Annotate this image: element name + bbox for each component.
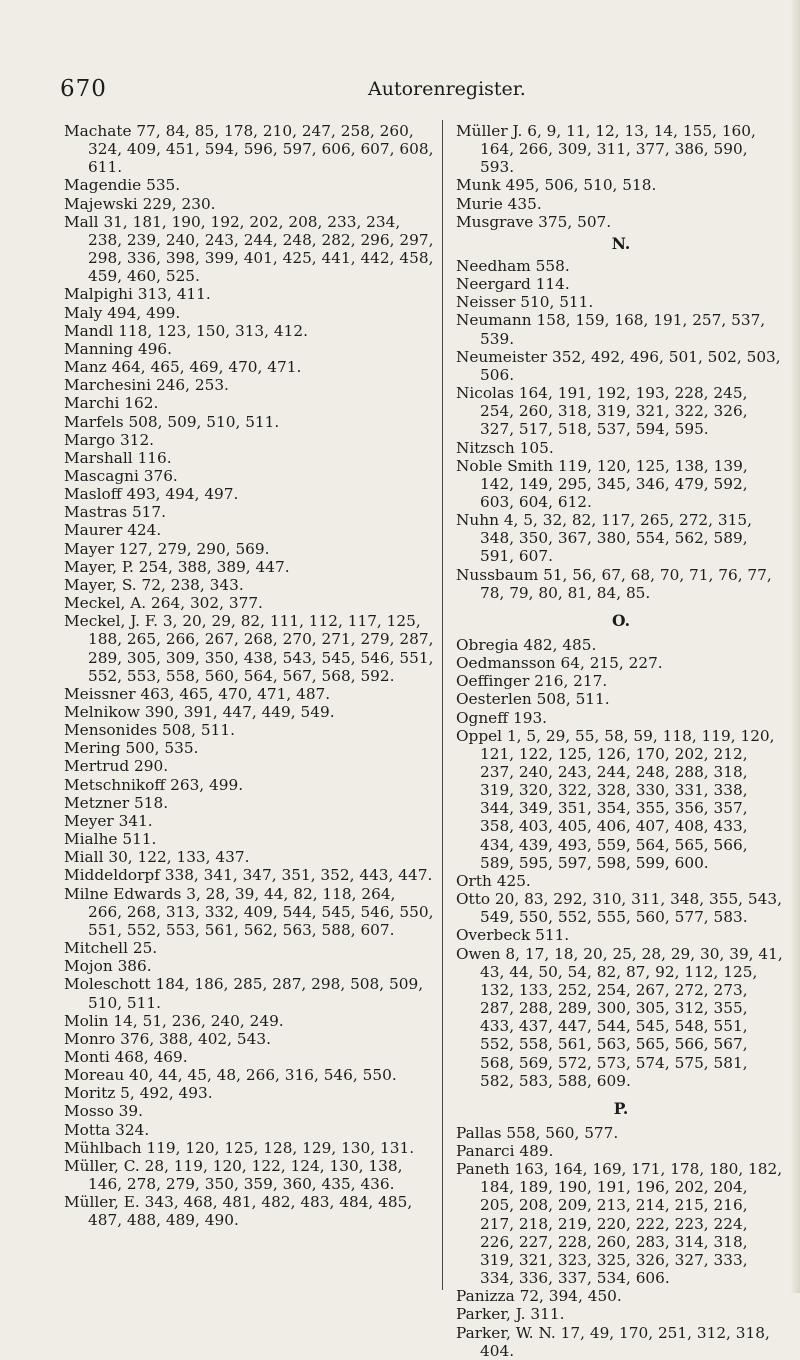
index-entry	[456, 213, 786, 231]
page-references: 508, 511.	[161, 721, 235, 740]
index-entry	[64, 558, 434, 576]
page-references: 8, 17, 18, 20, 25, 28, 29, 30, 39, 41, 43, 44, 50, 54, 82, 87, 92, 112, 125, 132, 133, 252, 254, 267, 272, 273, 287, 288, 289, 300, 305, 312, 355, 433, 437, 447, 544, 545, 548, 551, 552, 558, 561, 563, 565, 566, 567, 568, 569, 572, 573, 574, 575, 581, 582, 583, 588, 609.	[480, 944, 783, 1090]
index-entry	[64, 975, 434, 1011]
page-references: 463, 465, 470, 471, 487.	[140, 684, 331, 703]
index-entry	[64, 304, 434, 322]
page-references: 489.	[519, 1141, 554, 1160]
index-entry	[64, 576, 434, 594]
page-references: 119, 120, 125, 138, 139, 142, 149, 295, 345, 346, 479, 592, 603, 604, 612.	[480, 456, 748, 511]
page-references: 39.	[118, 1102, 143, 1121]
author-name: Moreau	[64, 1066, 125, 1085]
author-name: Paneth	[456, 1160, 510, 1179]
author-name: Nitzsch	[456, 438, 515, 457]
index-entry	[64, 213, 434, 286]
index-entry	[64, 467, 434, 485]
author-name: Magendie	[64, 176, 142, 195]
page-references: 313, 411.	[137, 285, 211, 304]
author-name: Nuhn	[456, 511, 499, 530]
index-entry	[456, 654, 786, 672]
author-name: Masloff	[64, 485, 122, 504]
page-references: 20, 83, 292, 310, 311, 348, 355, 543, 549, 550, 552, 555, 560, 577, 583.	[480, 890, 782, 927]
author-name: Manning	[64, 339, 134, 358]
author-name: Murie	[456, 194, 503, 213]
author-name: Maly	[64, 303, 103, 322]
index-entry	[64, 957, 434, 975]
index-entry	[456, 1124, 786, 1142]
page-references: 127, 279, 290, 569.	[118, 539, 270, 558]
author-name: Owen	[456, 944, 501, 963]
index-entry	[456, 348, 786, 384]
author-name: Mastras	[64, 503, 128, 522]
index-entry	[64, 176, 434, 194]
page-references: 229, 230.	[142, 194, 216, 213]
page-references: 511.	[122, 830, 157, 849]
author-name: Maurer	[64, 521, 123, 540]
author-name: Pallas	[456, 1123, 502, 1142]
index-entry	[456, 176, 786, 194]
page-references: 508, 509, 510, 511.	[128, 412, 280, 431]
index-entry	[64, 1048, 434, 1066]
author-name: Nicolas	[456, 384, 514, 403]
index-entry	[456, 636, 786, 654]
author-name: Neisser	[456, 293, 516, 312]
index-entry	[64, 122, 434, 176]
page-references: 424.	[127, 521, 162, 540]
author-name: Miall	[64, 848, 104, 867]
author-name: Noble Smith	[456, 456, 554, 475]
page-references: 264, 302, 377.	[151, 594, 263, 613]
page-references: 1, 5, 29, 55, 58, 59, 118, 119, 120, 121, 122, 125, 126, 170, 202, 212, 237, 240, 243, 244, 248, 288, 318, 319, 320, 322, 328, 330, 331, 338, 344, 349, 351, 354, 355, 356, 357, 358, 403, 405, 406, 407, 408, 433, 434, 439, 493, 559, 564, 565, 566, 589, 595, 597, 598, 599, 600.	[480, 726, 775, 872]
author-name: Müller J.	[456, 122, 523, 140]
author-name: Malpighi	[64, 285, 133, 304]
index-entry	[64, 721, 434, 739]
page-references: 508, 511.	[536, 690, 610, 709]
index-entry	[64, 594, 434, 612]
index-entry	[456, 727, 786, 872]
index-entry	[64, 1193, 434, 1229]
page-references: 558.	[535, 256, 570, 275]
page-references: 105.	[519, 438, 554, 457]
page-references: 116.	[137, 448, 172, 467]
page-references: 216, 217.	[534, 672, 608, 691]
author-name: Panizza	[456, 1287, 515, 1306]
author-name: Marchesini	[64, 376, 152, 395]
author-name: Neumann	[456, 311, 532, 330]
page-references: 290.	[134, 757, 169, 776]
author-name: Mertrud	[64, 757, 130, 776]
index-entry	[64, 1121, 434, 1139]
index-entry	[64, 830, 434, 848]
page-references: 324.	[115, 1120, 150, 1139]
index-entry	[64, 413, 434, 431]
index-entry	[456, 890, 786, 926]
author-name: Mosso	[64, 1102, 114, 1121]
index-entry	[64, 612, 434, 685]
author-name: Mayer, S.	[64, 575, 137, 594]
column-divider	[442, 120, 443, 1290]
author-name: Mojon	[64, 957, 113, 976]
page-references: 493, 494, 497.	[126, 485, 239, 504]
page-references: 14, 51, 236, 240, 249.	[113, 1011, 284, 1030]
author-name: Obregia	[456, 635, 519, 654]
index-entry	[456, 1142, 786, 1160]
author-name: Parker, J.	[456, 1305, 526, 1324]
index-entry	[456, 1324, 786, 1360]
page-references: 254, 388, 389, 447.	[138, 557, 290, 576]
index-entry	[456, 1160, 786, 1287]
page-references: 246, 253.	[155, 376, 229, 395]
author-name: Oedmansson	[456, 654, 556, 673]
index-entry	[456, 511, 786, 565]
author-name: Oppel	[456, 726, 503, 745]
index-entry	[64, 503, 434, 521]
author-name: Mering	[64, 739, 121, 758]
index-entry	[64, 812, 434, 830]
page-references: 51, 56, 67, 68, 70, 71, 76, 77, 78, 79, 80, 81, 84, 85.	[480, 565, 772, 602]
page-references: 162.	[124, 394, 159, 413]
page-header	[60, 76, 760, 106]
author-name: Manz	[64, 358, 107, 377]
page-references: 496.	[137, 339, 172, 358]
index-entry	[456, 384, 786, 438]
author-name: Orth	[456, 871, 492, 890]
page-references: 193.	[512, 708, 548, 727]
page-references: 341.	[118, 811, 153, 830]
author-name: Marshall	[64, 448, 133, 467]
page-references: 482, 485.	[523, 635, 597, 654]
index-entry	[64, 431, 434, 449]
page-references: 338, 341, 347, 351, 352, 443, 447.	[164, 866, 433, 885]
index-entry	[64, 848, 434, 866]
author-name: Motta	[64, 1120, 111, 1139]
page-references: 312.	[119, 430, 155, 449]
page-references: 386.	[117, 957, 152, 976]
page-references: 495, 506, 510, 518.	[505, 176, 657, 195]
author-name: Panarci	[456, 1141, 515, 1160]
index-entry	[456, 926, 786, 944]
index-entry	[64, 685, 434, 703]
page-references: 3, 28, 39, 44, 82, 118, 264, 266, 268, 313, 332, 409, 544, 545, 546, 550, 551, 552, 553, 561, 562, 563, 588, 607.	[88, 884, 434, 939]
page-references: 343, 468, 481, 482, 483, 484, 485, 487, 488, 489, 490.	[88, 1193, 413, 1230]
author-name: Marfels	[64, 412, 124, 431]
index-entry	[456, 672, 786, 690]
index-entry	[64, 1102, 434, 1120]
author-name: Meyer	[64, 811, 114, 830]
right-column	[456, 122, 786, 1360]
author-name: Mühlbach	[64, 1138, 142, 1157]
index-entry	[64, 739, 434, 757]
index-entry	[456, 1287, 786, 1305]
author-name: Musgrave	[456, 212, 534, 231]
page-references: 468, 469.	[114, 1047, 188, 1066]
author-name: Majewski	[64, 194, 138, 213]
author-name: Mitchell	[64, 939, 128, 958]
page-references: 163, 164, 169, 171, 178, 180, 182, 184, 189, 190, 191, 196, 202, 204, 205, 208, 209, 213, 214, 215, 216, 217, 218, 219, 220, 222, 223, 224, 226, 227, 228, 260, 283, 314, 318, 319, 321, 323, 325, 326, 327, 333, 334, 336, 337, 534, 606.	[480, 1160, 783, 1288]
index-entry	[456, 122, 786, 176]
author-name: Neumeister	[456, 347, 548, 366]
index-entry	[64, 757, 434, 775]
author-name: Milne Edwards	[64, 884, 182, 903]
index-entry	[456, 709, 786, 727]
index-entry	[456, 945, 786, 1090]
index-entry	[456, 257, 786, 275]
index-entry	[456, 311, 786, 347]
page-references: 376, 388, 402, 543.	[120, 1029, 271, 1048]
page-references: 6, 9, 11, 12, 13, 14, 155, 160, 164, 266, 309, 311, 377, 386, 590, 593.	[480, 122, 756, 177]
page-references: 390, 391, 447, 449, 549.	[144, 703, 335, 721]
page-references: 28, 119, 120, 122, 124, 130, 138, 146, 278, 279, 350, 359, 360, 435, 436.	[88, 1156, 403, 1194]
page-references: 311.	[530, 1305, 565, 1324]
section-letter-heading: P.	[613, 1098, 629, 1118]
index-entry	[64, 1084, 434, 1102]
author-name: Metschnikoff	[64, 775, 166, 794]
author-name: Mensonides	[64, 721, 158, 740]
index-entry	[64, 358, 434, 376]
index-entry	[456, 275, 786, 293]
index-entry	[64, 540, 434, 558]
author-name: Monro	[64, 1029, 116, 1048]
author-name: Marchi	[64, 394, 120, 413]
author-name: Mandl	[64, 321, 114, 340]
author-name: Machate	[64, 122, 132, 140]
page-references: 158, 159, 168, 191, 257, 537, 539.	[480, 311, 766, 348]
page-references: 164, 191, 192, 193, 228, 245, 254, 260, 318, 319, 321, 322, 326, 327, 517, 518, 537, 594, 595.	[480, 384, 748, 439]
index-entry	[64, 866, 434, 884]
author-name: Mall	[64, 212, 99, 231]
page-references: 17, 49, 170, 251, 312, 318, 404.	[480, 1323, 770, 1360]
page-references: 31, 181, 190, 192, 202, 208, 233, 234, 238, 239, 240, 243, 244, 248, 282, 296, 297, 298, 336, 398, 399, 401, 425, 441, 442, 458, 459, 460, 525.	[88, 212, 434, 286]
author-name: Müller, E.	[64, 1193, 140, 1212]
page-references: 72, 238, 343.	[141, 575, 244, 594]
index-entry	[64, 322, 434, 340]
author-name: Müller, C.	[64, 1156, 140, 1175]
index-entry	[64, 885, 434, 939]
page-references: 352, 492, 496, 501, 502, 503, 506.	[480, 347, 781, 384]
index-entry	[64, 1012, 434, 1030]
page-references: 25.	[132, 939, 158, 958]
index-entry	[64, 794, 434, 812]
author-name: Munk	[456, 176, 501, 195]
index-entry	[64, 1066, 434, 1084]
page-references: 118, 123, 150, 313, 412.	[118, 321, 308, 340]
index-entry	[64, 285, 434, 303]
index-entry	[456, 293, 786, 311]
author-name: Neergard	[456, 275, 531, 294]
page-references: 518.	[134, 793, 169, 812]
page-references: 494, 499.	[107, 303, 181, 322]
section-letter-heading: O.	[612, 610, 630, 630]
author-name: Middeldorpf	[64, 866, 160, 885]
page-references: 500, 535.	[125, 739, 199, 758]
author-name: Moritz	[64, 1084, 116, 1103]
page-edge	[790, 0, 800, 1293]
page-references: 30, 122, 133, 437.	[108, 848, 250, 867]
index-entry	[456, 439, 786, 457]
index-entry	[64, 776, 434, 794]
page-references: 114.	[535, 275, 570, 294]
index-entry	[456, 457, 786, 511]
author-name: Moleschott	[64, 975, 151, 994]
page-references: 558, 560, 577.	[506, 1123, 619, 1142]
author-name: Needham	[456, 256, 531, 275]
page-references: 511.	[535, 926, 570, 945]
page-references: 40, 44, 45, 48, 266, 316, 546, 550.	[129, 1066, 397, 1085]
index-entry	[456, 690, 786, 708]
author-name: Mialhe	[64, 830, 118, 849]
index-entry	[64, 521, 434, 539]
index-entry	[456, 195, 786, 213]
page-references: 376.	[143, 466, 178, 485]
author-name: Overbeck	[456, 926, 531, 945]
author-name: Mascagni	[64, 466, 139, 485]
page-references: 435.	[507, 194, 542, 213]
index-entry	[64, 1030, 434, 1048]
index-entry	[64, 195, 434, 213]
author-name: Margo	[64, 430, 116, 449]
author-name: Metzner	[64, 793, 130, 812]
index-entry	[64, 1157, 434, 1193]
author-name: Meissner	[64, 684, 136, 703]
page-references: 263, 499.	[170, 775, 244, 794]
author-name: Meckel, J. F.	[64, 612, 158, 631]
author-name: Ogneff	[456, 708, 509, 727]
index-entry	[64, 449, 434, 467]
page-references: 77, 84, 85, 178, 210, 247, 258, 260, 324, 409, 451, 594, 596, 597, 606, 607, 608, 611.	[88, 122, 434, 177]
author-name: Mayer, P.	[64, 557, 134, 576]
index-entry	[64, 376, 434, 394]
page-references: 72, 394, 450.	[519, 1287, 622, 1306]
author-name: Oeffinger	[456, 672, 530, 691]
index-entry	[456, 1305, 786, 1323]
author-name: Melnikow	[64, 703, 140, 721]
author-name: Molin	[64, 1011, 109, 1030]
page-references: 4, 5, 32, 82, 117, 265, 272, 315, 348, 350, 367, 380, 554, 562, 589, 591, 607.	[480, 511, 752, 566]
page-references: 119, 120, 125, 128, 129, 130, 131.	[146, 1138, 415, 1157]
page-references: 5, 492, 493.	[120, 1084, 213, 1103]
page-references: 517.	[131, 503, 166, 522]
index-entry	[64, 485, 434, 503]
page-references: 464, 465, 469, 470, 471.	[111, 358, 302, 377]
page-references: 510, 511.	[520, 293, 594, 312]
section-letter-heading: N.	[611, 233, 631, 253]
page-references: 375, 507.	[538, 212, 612, 231]
index-entry	[456, 566, 786, 602]
page-references: 184, 186, 285, 287, 298, 508, 509, 510, 511.	[88, 975, 424, 1012]
left-column	[64, 122, 434, 1230]
page-number: 670	[60, 76, 107, 102]
index-entry	[64, 703, 434, 721]
index-entry	[456, 872, 786, 890]
page-references: 3, 20, 29, 82, 111, 112, 117, 125, 188, 265, 266, 267, 268, 270, 271, 279, 287, 289, 305, 309, 350, 438, 543, 545, 546, 551, 552, 553, 558, 560, 564, 567, 568, 592.	[88, 612, 434, 685]
author-name: Oesterlen	[456, 690, 532, 709]
author-name: Parker, W. N.	[456, 1323, 556, 1342]
page-references: 64, 215, 227.	[560, 654, 663, 673]
page-references: 425.	[496, 871, 531, 890]
author-name: Nussbaum	[456, 565, 539, 584]
author-name: Monti	[64, 1047, 110, 1066]
running-title: Autorenregister.	[368, 78, 526, 100]
author-name: Meckel, A.	[64, 594, 147, 613]
author-name: Mayer	[64, 539, 114, 558]
index-entry	[64, 340, 434, 358]
index-entry	[64, 1139, 434, 1157]
author-name: Otto	[456, 890, 491, 909]
page-references: 535.	[146, 176, 181, 195]
index-entry	[64, 939, 434, 957]
index-entry	[64, 394, 434, 412]
